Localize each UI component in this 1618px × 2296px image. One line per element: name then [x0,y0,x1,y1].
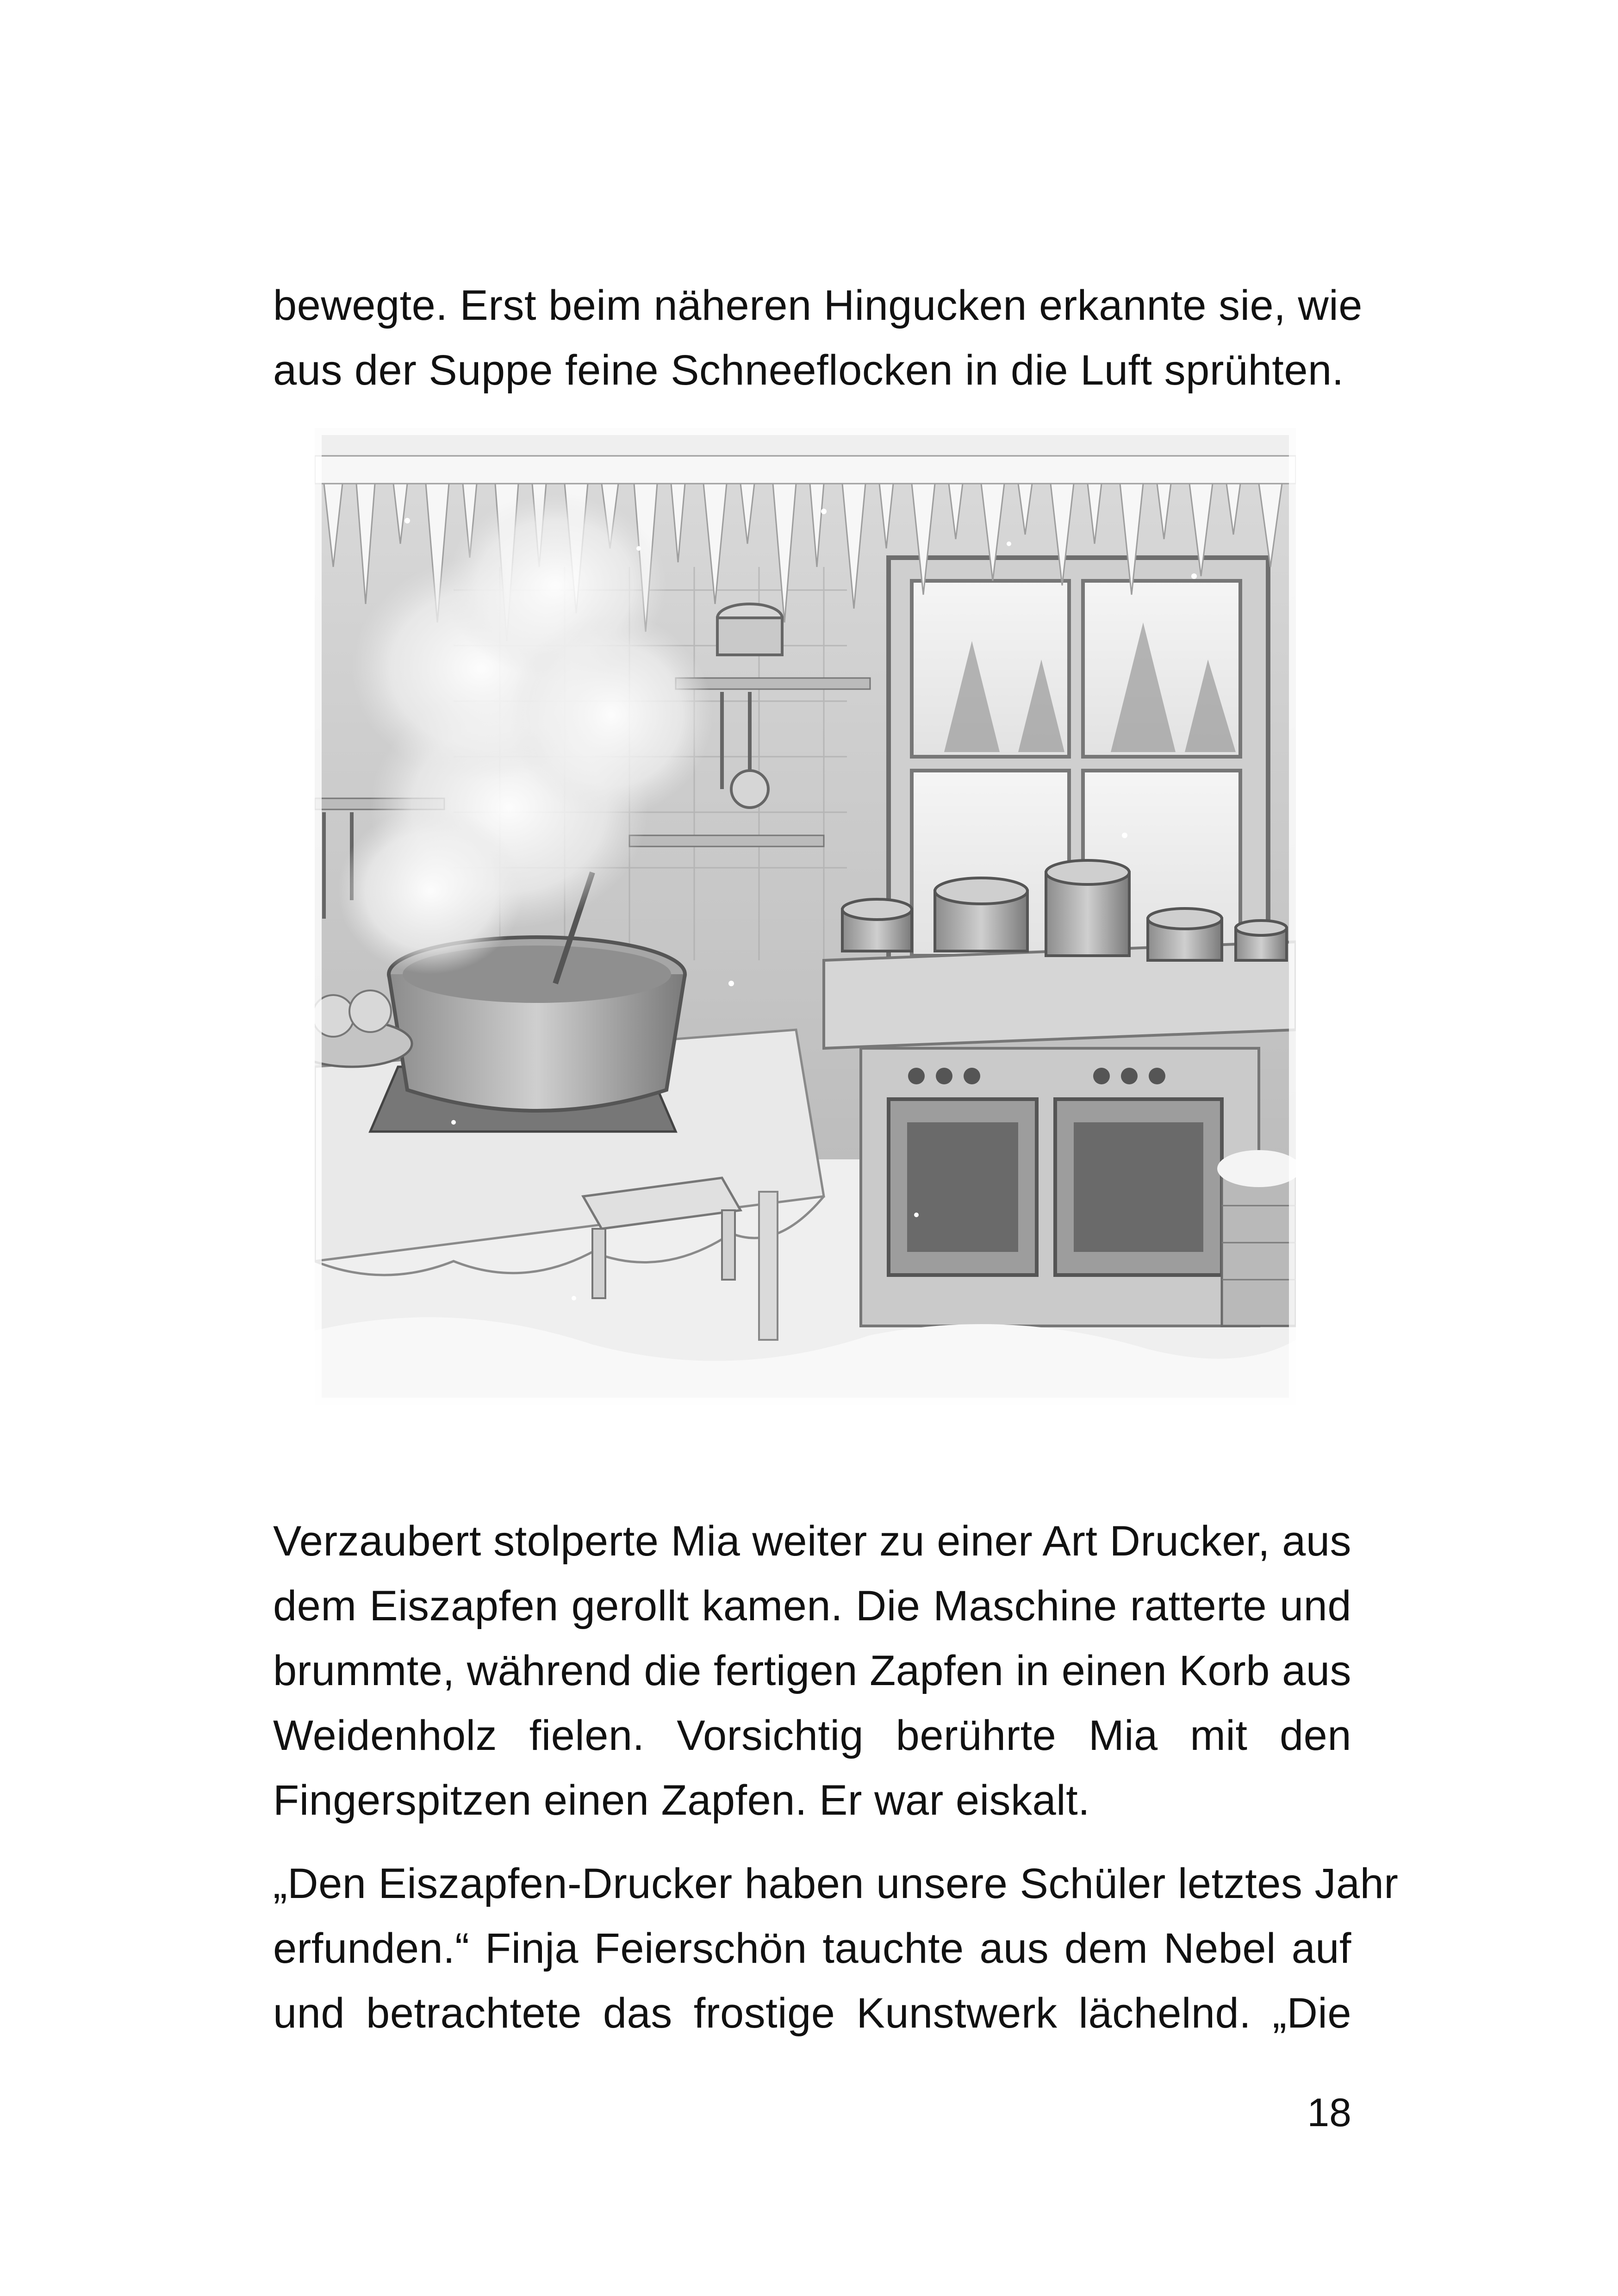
text-line: Weidenholz fielen. Vorsichtig berührte Mia mit den [273,1712,1351,1759]
paragraph-continuation [273,273,1363,403]
frozen-kitchen-illustration [315,428,1296,1405]
text-line: bewegte. Erst beim näheren Hingucken erkannte sie, wie [273,282,1363,329]
text-line: dem Eiszapfen gerollt kamen. Die Maschine ratterte und [273,1582,1351,1630]
text-line: „Den Eiszapfen-Drucker haben unsere Schüler letztes Jahr [273,1860,1399,1907]
paragraph-dialogue [273,1851,1399,2046]
page-number: 18 [1307,2091,1351,2135]
kitchen-illustration-svg [315,428,1296,1405]
text-line: Fingerspitzen einen Zapfen. Er war eiskalt. [273,1777,1090,1824]
paragraph-printer [273,1509,1351,1833]
text-line: erfunden.“ Finja Feierschön tauchte aus dem Nebel auf [273,1925,1351,1972]
text-line: aus der Suppe feine Schneeflocken in die Luft sprühten. [273,347,1344,394]
text-line: und betrachtete das frostige Kunstwerk lächelnd. „Die [273,1990,1351,2037]
text-line: Verzaubert stolperte Mia weiter zu einer Art Drucker, aus [273,1518,1351,1565]
text-line: brummte, während die fertigen Zapfen in einen Korb aus [273,1647,1351,1694]
